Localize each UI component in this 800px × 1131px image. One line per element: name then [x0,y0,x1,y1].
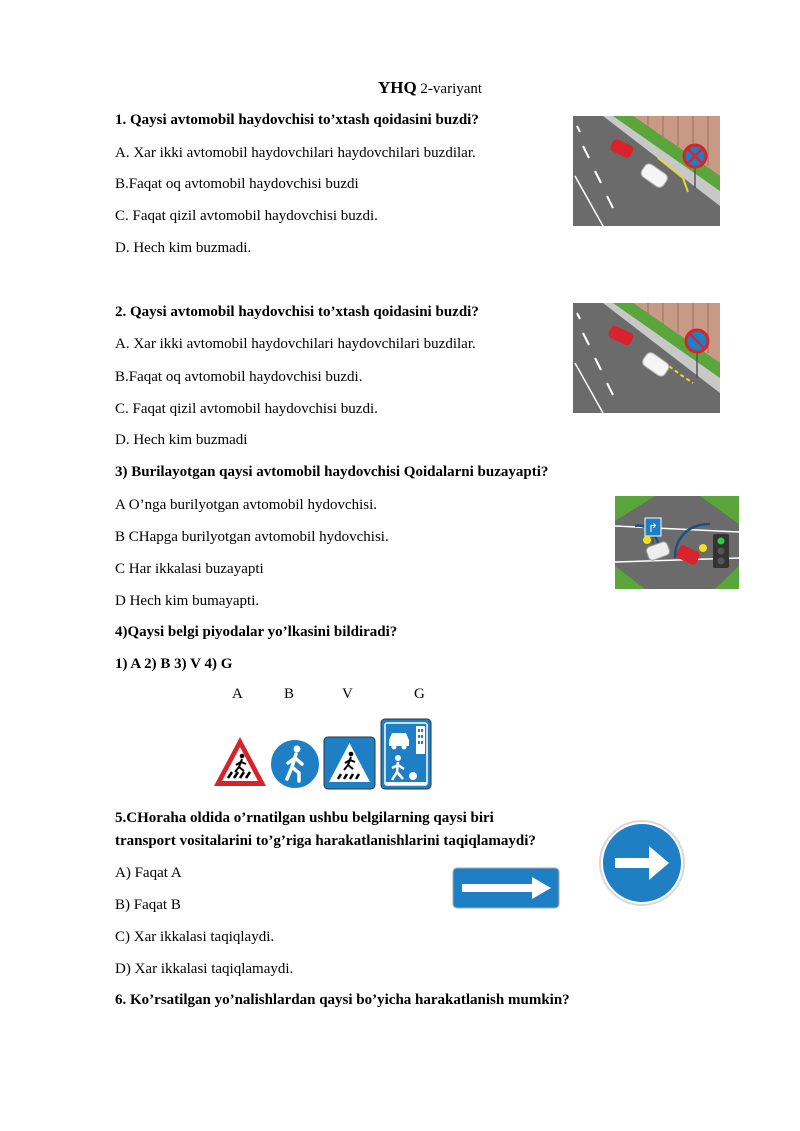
q1-option-c[interactable]: C. Faqat qizil avtomobil haydovchisi buzdi. [115,208,378,224]
sign-a-pedestrian-crossing-warning-icon [212,734,268,790]
sign-b-pedestrian-path-icon [268,737,322,791]
q1-option-b[interactable]: B.Faqat oq avtomobil haydovchisi buzdi [115,176,359,192]
q2-option-a[interactable]: A. Xar ikki avtomobil haydovchilari haydovchilari buzdilar. [115,336,476,352]
q4-answer-choices[interactable]: 1) A 2) B 3) V 4) G [115,656,233,672]
sign-label-v: V [342,686,353,702]
q5-option-c[interactable]: C) Xar ikkalasi taqiqlaydi. [115,929,275,945]
q5-question-line1: 5.CHoraha oldida o’rnatilgan ushbu belgilarning qaysi biri [115,810,494,826]
q3-option-c[interactable]: C Har ikkalasi buzayapti [115,561,264,577]
title-sub: 2-variyant [420,81,483,97]
q3-intersection-illustration [615,496,739,589]
q3-option-d[interactable]: D Hech kim bumayapti. [115,593,260,609]
sign-label-g: G [414,686,425,702]
sign-straight-lane-arrow-icon [452,867,560,909]
sign-label-a: A [232,686,243,702]
q2-option-c[interactable]: C. Faqat qizil avtomobil haydovchisi buzdi. [115,401,378,417]
q2-question: 2. Qaysi avtomobil haydovchisi to’xtash qoidasini buzdi? [115,304,479,320]
q4-question: 4)Qaysi belgi piyodalar yo’lkasini bildiradi? [115,624,398,640]
q5-option-b[interactable]: B) Faqat B [115,897,181,913]
title-main: YHQ [377,78,417,97]
svg-text:↱: ↱ [647,521,659,535]
q6-question: 6. Ko’rsatilgan yo’nalishlardan qaysi bo’yicha harakatlanish mumkin? [115,992,570,1008]
q5-option-a[interactable]: A) Faqat A [115,865,182,881]
sign-straight-only-arrow-icon [597,818,687,908]
q5-question-line2: transport vositalarini to’g’riga harakatlanishlarini taqiqlamaydi? [115,833,536,849]
q2-street-illustration [573,303,720,413]
q1-street-illustration [573,116,720,226]
page-title [0,78,800,98]
q3-option-a[interactable]: A O’nga burilyotgan avtomobil hydovchisi. [115,497,378,513]
q5-option-d[interactable]: D) Xar ikkalasi taqiqlamaydi. [115,961,294,977]
q2-option-d[interactable]: D. Hech kim buzmadi [115,432,248,448]
q1-question: 1. Qaysi avtomobil haydovchisi to’xtash qoidasini buzdi? [115,112,479,128]
q2-option-b[interactable]: B.Faqat oq avtomobil haydovchisi buzdi. [115,369,363,385]
q1-option-a[interactable]: A. Xar ikki avtomobil haydovchilari haydovchilari buzdilar. [115,145,476,161]
q1-option-d[interactable]: D. Hech kim buzmadi. [115,240,252,256]
sign-v-pedestrian-crossing-icon [323,736,376,790]
sign-label-b: B [284,686,295,702]
sign-g-residential-zone-icon [380,718,432,790]
q3-question: 3) Burilayotgan qaysi avtomobil haydovchisi Qoidalarni buzayapti? [115,464,549,480]
q3-option-b[interactable]: B CHapga burilyotgan avtomobil hydovchisi. [115,529,389,545]
